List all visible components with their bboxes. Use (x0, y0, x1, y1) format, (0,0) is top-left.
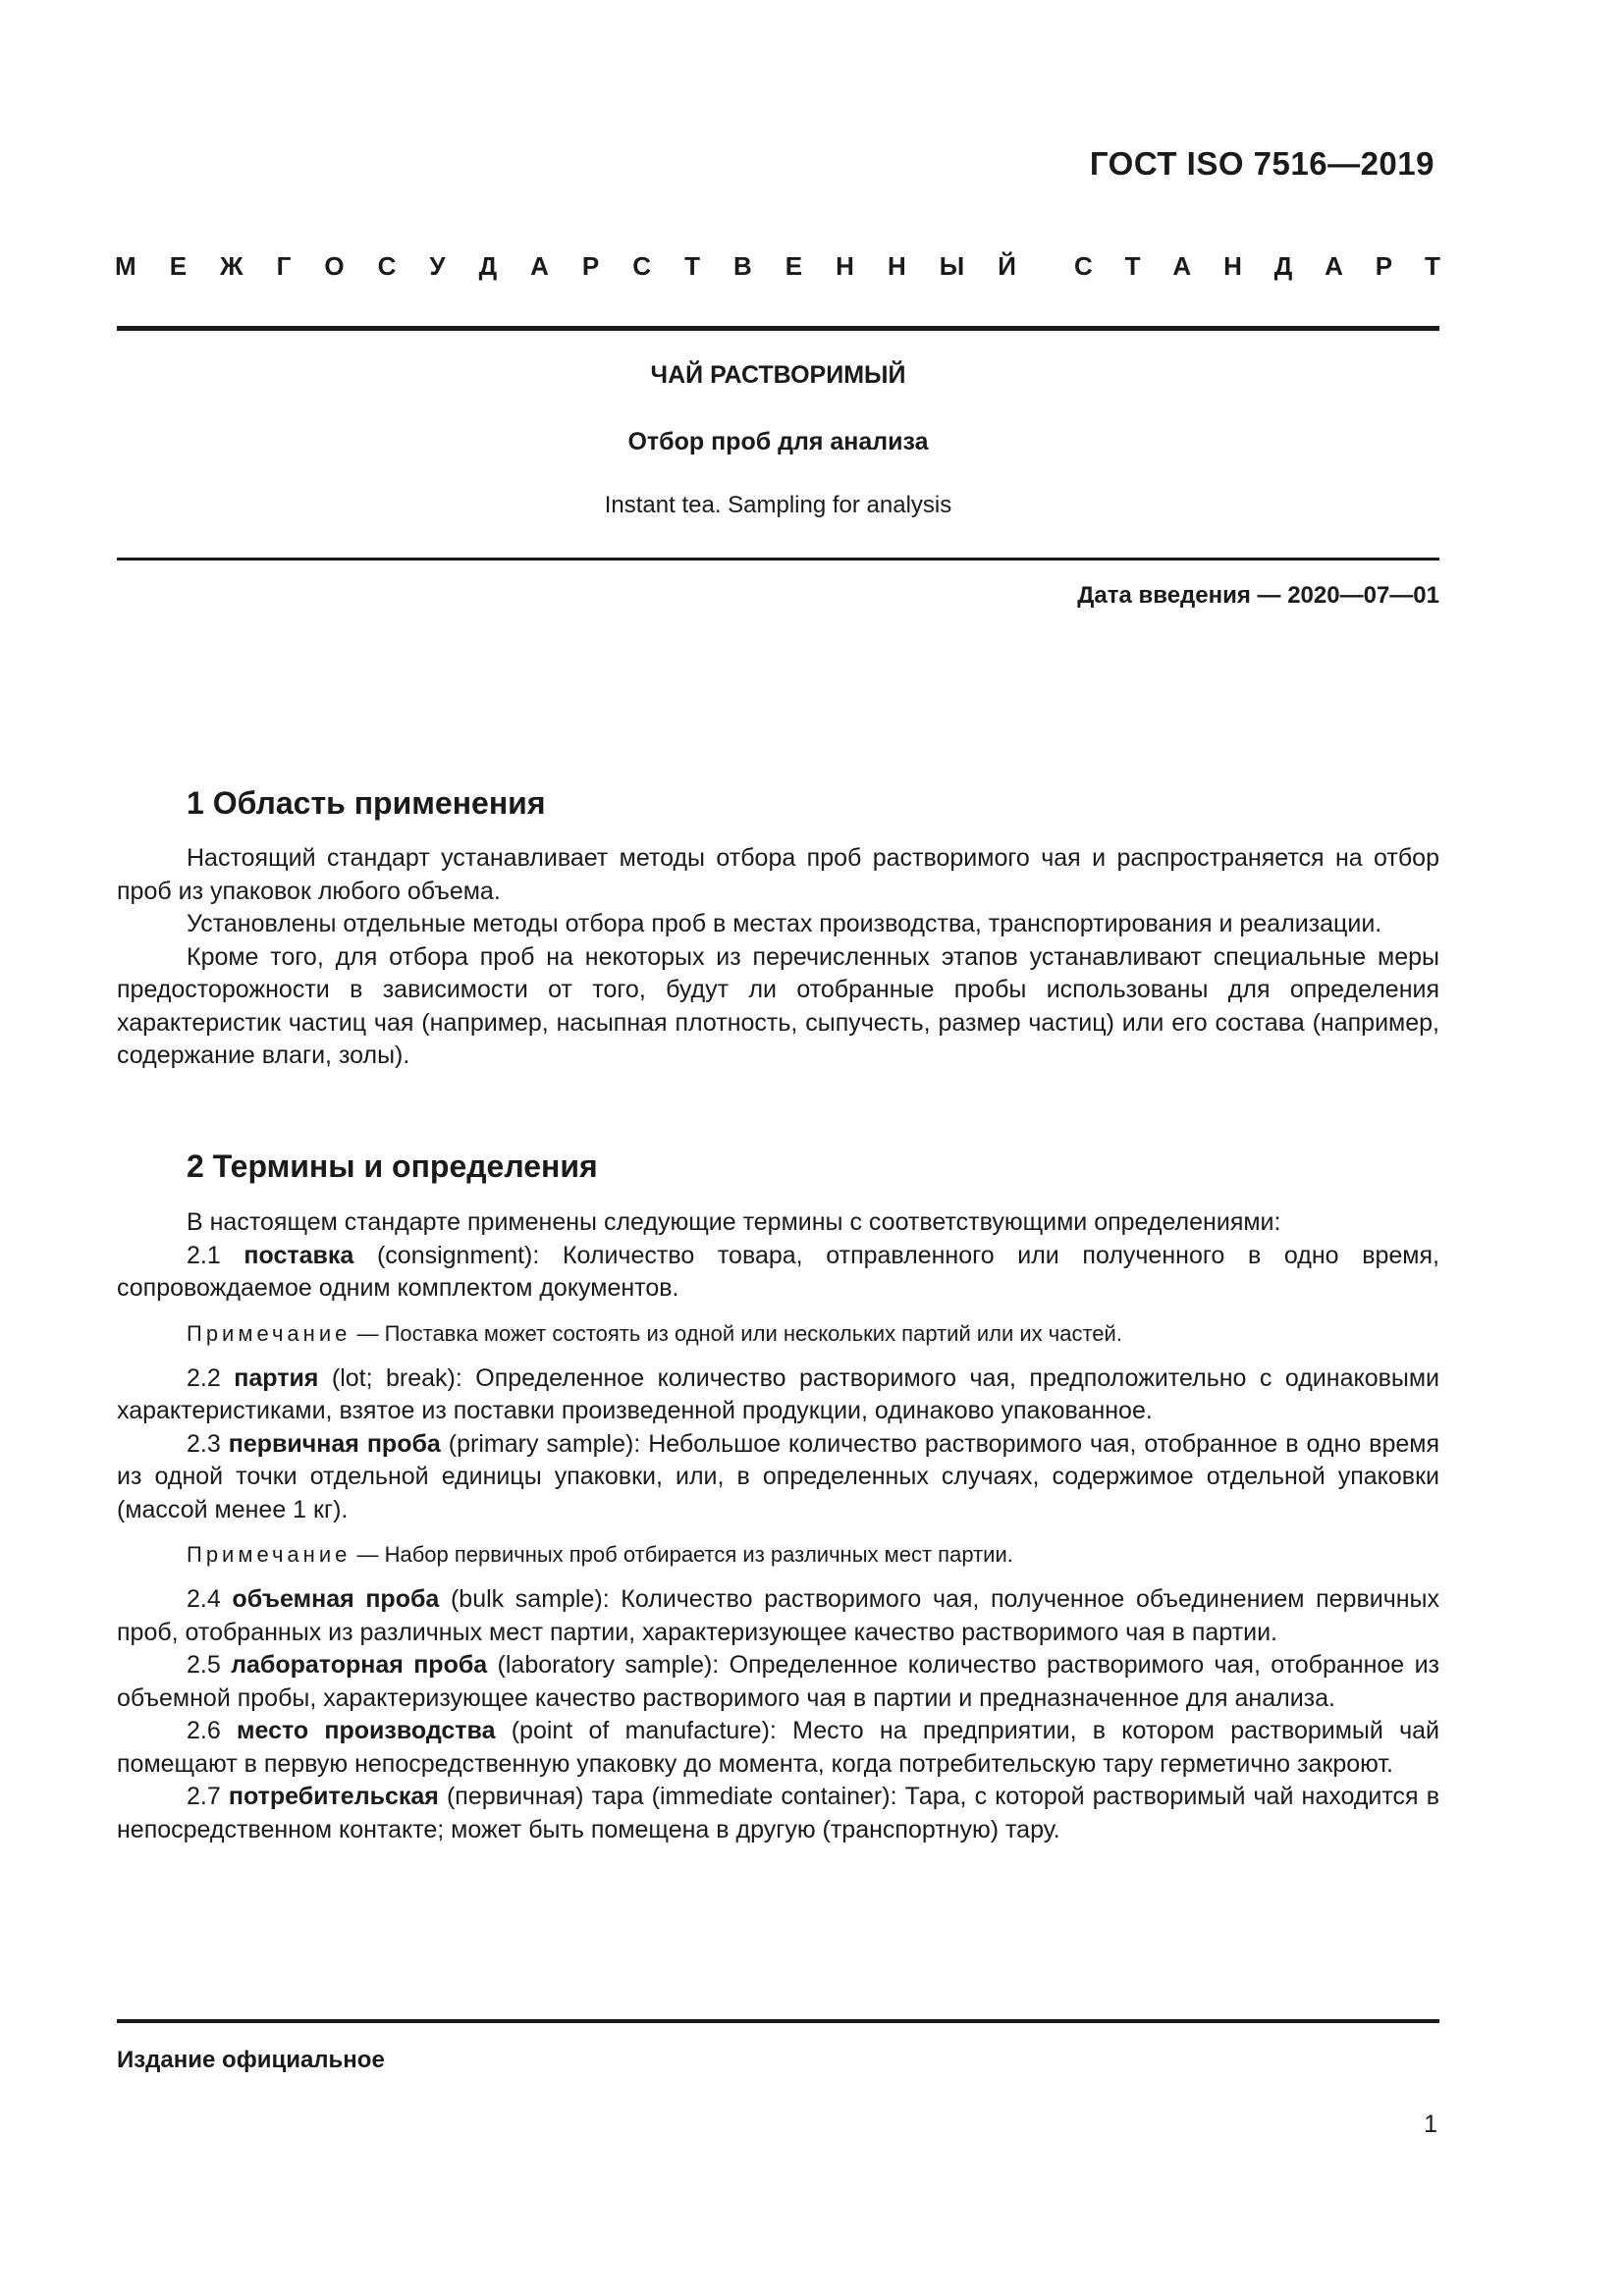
term-number: 2.7 (187, 1783, 221, 1810)
banner-letter: Т (1425, 251, 1440, 281)
banner-letter: С (632, 251, 652, 281)
term: потребительская (228, 1783, 439, 1810)
section-2-heading: 2 Термины и определения (187, 1148, 598, 1184)
page-number: 1 (1424, 2110, 1437, 2138)
top-divider (117, 326, 1439, 331)
banner-letter: Р (1375, 251, 1393, 281)
note-1 (117, 1319, 1439, 1349)
introduction-date: Дата введения — 2020—07—01 (1077, 582, 1439, 609)
banner-letter: А (1172, 251, 1192, 281)
official-edition-label: Издание официальное (117, 2047, 385, 2073)
title-divider (117, 558, 1439, 561)
term-definition-2-4 (117, 1583, 1439, 1649)
banner-letter: С (1074, 251, 1093, 281)
section-1-heading: 1 Область применения (187, 785, 546, 821)
banner-word-standard (1074, 251, 1440, 282)
banner-letter: Н (887, 251, 906, 281)
term: объемная проба (232, 1585, 440, 1613)
banner-letter: Д (478, 251, 498, 281)
banner-letter: В (732, 251, 752, 281)
banner-letter: Т (1124, 251, 1141, 281)
english-title: Instant tea. Sampling for analysis (604, 492, 952, 518)
document-subtitle: Отбор проб для анализа (627, 428, 929, 455)
term-definition-2-7 (117, 1781, 1439, 1846)
banner-letter: А (1325, 251, 1343, 281)
banner-letter: Н (836, 251, 854, 281)
term-definition: (consignment): Количество товара, отправленного или полученного в одно время, сопровождаемое одним комплектом документов. (117, 1241, 1439, 1302)
footer-divider (117, 2019, 1439, 2023)
banner-letter: Ж (220, 251, 244, 281)
note-2 (117, 1540, 1439, 1570)
term: место производства (237, 1717, 496, 1744)
banner-letter: А (530, 251, 549, 281)
term-definition: (bulk sample): Количество растворимого чая, полученное объединением первичных проб, отобранных из различных мест партии, характеризующее качество растворимого чая в партии. (117, 1585, 1440, 1646)
term-number: 2.3 (187, 1429, 221, 1458)
section-2-body (117, 1206, 1439, 1846)
term-number: 2.2 (187, 1363, 221, 1392)
standard-designation: ГОСТ ISO 7516—2019 (1089, 145, 1435, 182)
banner-letter: Г (276, 251, 292, 281)
term-definition-2-6 (117, 1715, 1439, 1781)
note-label: Примечание (187, 1542, 352, 1567)
banner-letter: Д (1273, 251, 1293, 281)
term-definition-2-3 (117, 1428, 1439, 1527)
banner-letter: С (377, 251, 397, 281)
term-definition: (point of manufacture): Место на предприятии, в котором растворимый чай помещают в первую непосредственную упаковку до момента, когда потребительскую тару герметично закроют. (117, 1717, 1439, 1778)
paragraph: Установлены отдельные методы отбора проб в местах производства, транспортирования и реализации. (187, 910, 1382, 937)
banner-letter: Е (169, 251, 188, 281)
term-number: 2.5 (187, 1651, 221, 1679)
paragraph: Настоящий стандарт устанавливает методы отбора проб растворимого чая и распространяется на отбор проб из упаковок любого объема. (117, 844, 1439, 905)
note-text: — Поставка может состоять из одной или нескольких партий или их частей. (351, 1320, 1122, 1346)
banner-letter: Е (785, 251, 803, 281)
banner-letter: У (429, 251, 446, 281)
section-1-body (117, 842, 1439, 1073)
term-number: 2.6 (187, 1717, 221, 1744)
term: партия (234, 1363, 319, 1392)
term-definition: (primary sample): Небольшое количество растворимого чая, отобранное в одно время из одной точки отдельной единицы упаковки, или, в определенных случаях, содержимое отдельной упаковки (массой менее 1 кг). (117, 1429, 1439, 1523)
banner-letter: Т (684, 251, 700, 281)
paragraph: В настоящем стандарте применены следующие термины с соответствующими определениями: (187, 1208, 1281, 1236)
term: первичная проба (228, 1429, 441, 1458)
term-number: 2.4 (187, 1585, 221, 1613)
term-definition-2-1 (117, 1240, 1439, 1306)
document-title: ЧАЙ РАСТВОРИМЫЙ (650, 361, 906, 389)
term: лабораторная проба (231, 1651, 488, 1679)
note-label: Примечание (187, 1320, 352, 1346)
banner-letter: Н (1223, 251, 1242, 281)
term: поставка (244, 1241, 354, 1269)
interstate-standard-banner (115, 251, 1440, 282)
banner-letter: Ы (939, 251, 965, 281)
term-definition-2-5 (117, 1649, 1439, 1715)
note-text: — Набор первичных проб отбирается из различных мест партии. (351, 1542, 1013, 1567)
banner-letter: Й (998, 251, 1016, 281)
term-number: 2.1 (187, 1241, 221, 1269)
paragraph: Кроме того, для отбора проб на некоторых из перечисленных этапов устанавливают специальные меры предосторожности в зависимости от того, будут ли отобранные пробы использованы для определения характеристик частиц чая (например, насыпная плотность, сыпучесть, размер частиц) или его состава (например, содержание влаги, золы). (117, 942, 1439, 1069)
term-definition-2-2 (117, 1362, 1439, 1428)
banner-letter: О (324, 251, 345, 281)
term-definition: (lot; break): Определенное количество растворимого чая, предположительно с одинаковыми характеристиками, взятое из поставки произведенной продукции, одинаково упакованное. (117, 1363, 1440, 1424)
banner-letter: Р (581, 251, 600, 281)
banner-letter: М (115, 251, 136, 281)
banner-word-interstate (115, 251, 1016, 282)
term-definition: (laboratory sample): Определенное количество растворимого чая, отобранное из объемной пробы, характеризующее качество растворимого чая в партии и предназначенное для анализа. (117, 1651, 1439, 1712)
term-definition: (первичная) тара (immediate container): Тара, с которой растворимый чай находится в непосредственном контакте; может быть помещена в другую (транспортную) тару. (117, 1783, 1440, 1843)
